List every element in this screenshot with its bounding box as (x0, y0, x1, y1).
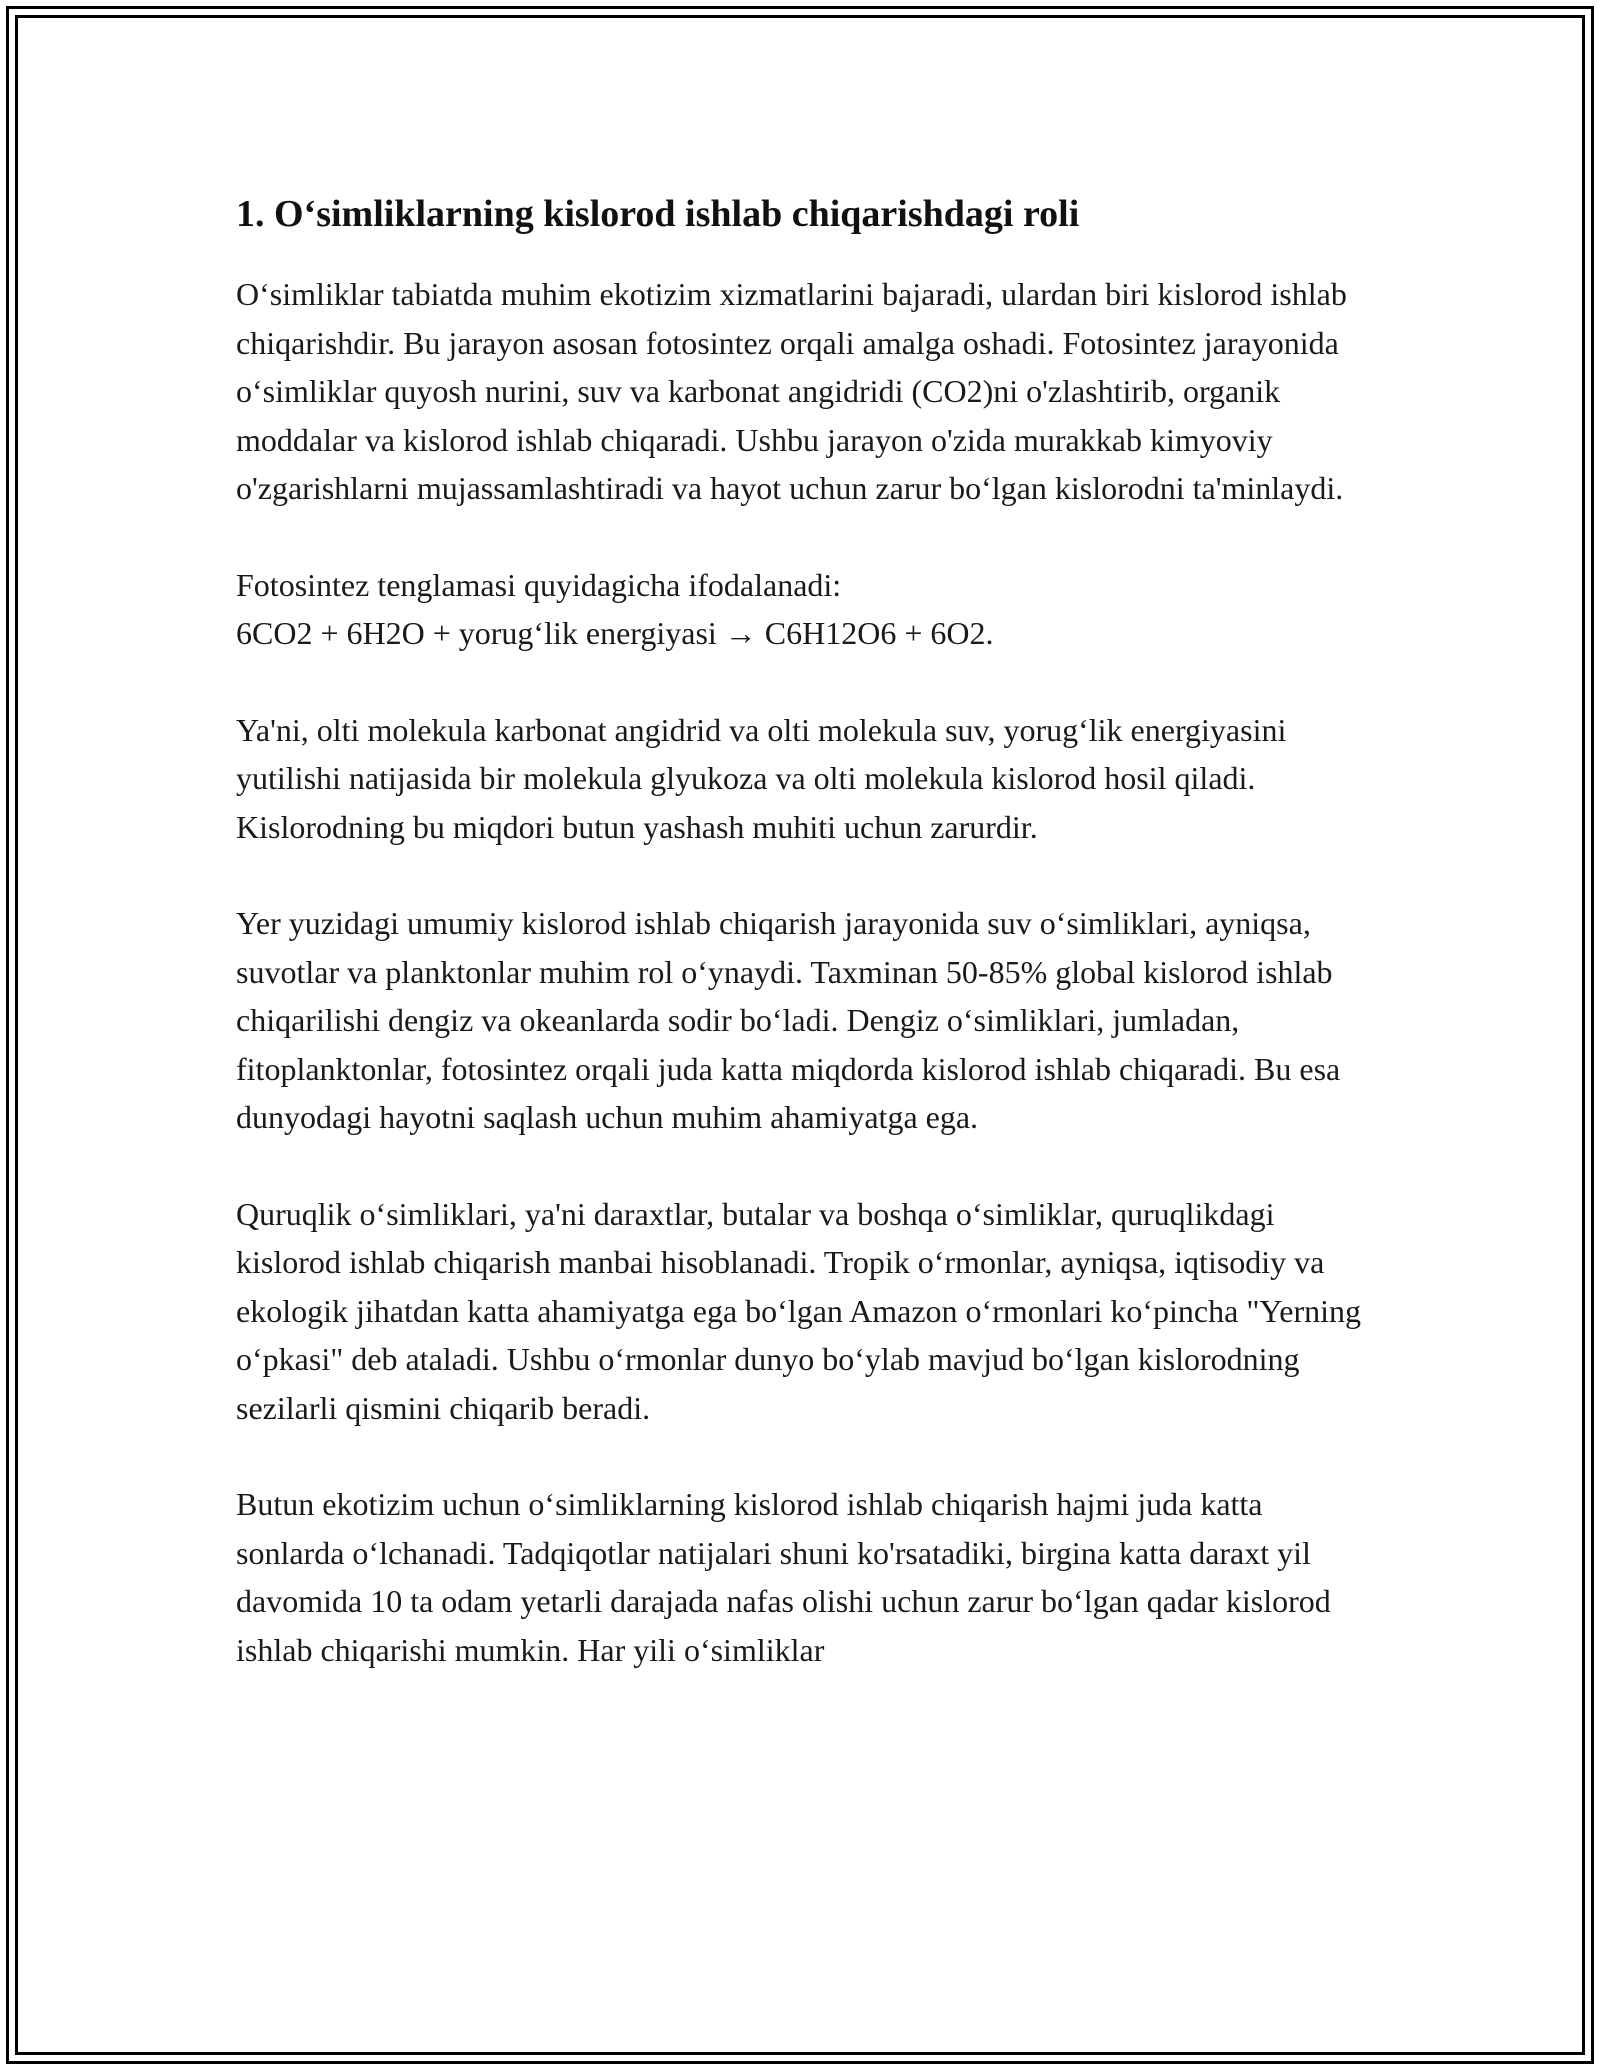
paragraph-intro: O‘simliklar tabiatda muhim ekotizim xizmatlarini bajaradi, ulardan biri kislorod ishlab chiqarishdir. Bu jarayon asosan fotosintez orqali amalga oshadi. Fotosintez jarayonida o‘simliklar quyosh nurini, suv va karbonat angidridi (CO2)ni o'zlashtirib, organik moddalar va kislorod ishlab chiqaradi. Ushbu jarayon o'zida murakkab kimyoviy o'zgarishlarni mujassamlashtiradi va hayot uchun zarur bo‘lgan kislorodni ta'minlaydi. (236, 276, 1347, 506)
paragraph-aquatic-plants: Yer yuzidagi umumiy kislorod ishlab chiqarish jarayonida suv o‘simliklari, ayniqsa, suvotlar va planktonlar muhim rol o‘ynaydi. Taxminan 50-85% global kislorod ishlab chiqarilishi dengiz va okeanlarda sodir bo‘ladi. Dengiz o‘simliklari, jumladan, fitoplanktonlar, fotosintez orqali juda katta miqdorda kislorod ishlab chiqaradi. Bu esa dunyodagi hayotni saqlash uchun muhim ahamiyatga ega. (236, 905, 1341, 1135)
paragraph-equation-explanation: Ya'ni, olti molekula karbonat angidrid va olti molekula suv, yorug‘lik energiyasini yutilishi natijasida bir molekula glyukoza va olti molekula kislorod hosil qiladi. Kislorodning bu miqdori butun yashash muhiti uchun zarurdir. (236, 711, 1287, 845)
paragraph-equation (236, 561, 1376, 658)
section-heading: 1. O‘simliklarning kislorod ishlab chiqarishdagi roli (236, 193, 1080, 235)
photosynthesis-equation: 6CO2 + 6H2O + yorug‘lik energiyasi → C6H12O6 + 6O2. (236, 615, 994, 651)
paragraph-oxygen-volume: Butun ekotizim uchun o‘simliklarning kislorod ishlab chiqarish hajmi juda katta sonlarda o‘lchanadi. Tadqiqotlar natijalari shuni ko'rsatadiki, birgina katta daraxt yil davomida 10 ta odam yetarli darajada nafas olishi uchun zarur bo‘lgan qadar kislorod ishlab chiqarishi mumkin. Har yili o‘simliklar (236, 1486, 1331, 1668)
paragraph-land-plants: Quruqlik o‘simliklari, ya'ni daraxtlar, butalar va boshqa o‘simliklar, quruqlikdagi kislorod ishlab chiqarish manbai hisoblanadi. Tropik o‘rmonlar, ayniqsa, iqtisodiy va ekologik jihatdan katta ahamiyatga ega bo‘lgan Amazon o‘rmonlari ko‘pincha "Yerning o‘pkasi" deb ataladi. Ushbu o‘rmonlar dunyo bo‘ylab mavjud bo‘lgan kislorodning sezilarli qismini chiqarib beradi. (236, 1195, 1362, 1426)
equation-intro: Fotosintez tenglamasi quyidagicha ifodalanadi: (236, 566, 842, 603)
document-body (236, 188, 1376, 1722)
